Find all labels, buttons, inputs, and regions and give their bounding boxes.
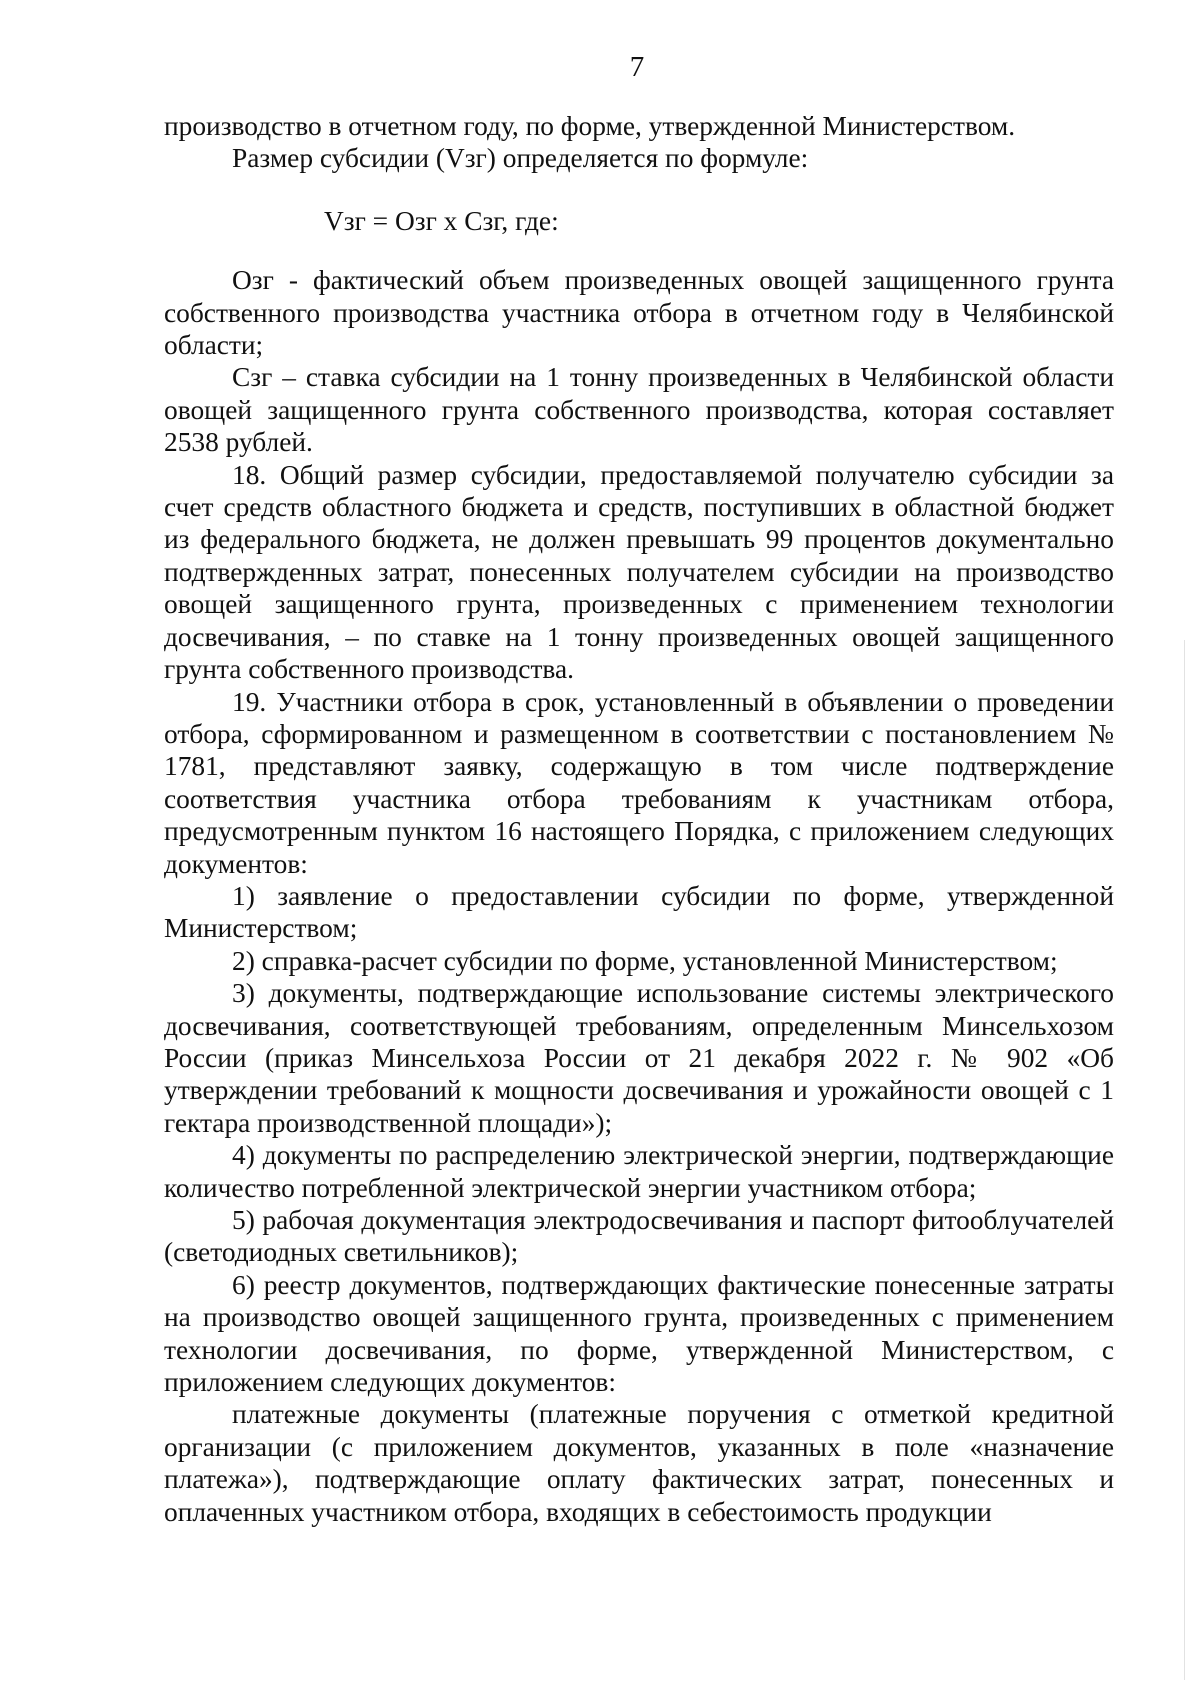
list-item-2: 2) справка-расчет субсидии по форме, установленной Министерством; [232, 945, 1058, 976]
list-item-4: 4) документы по распределению электрической энергии, подтверждающие количество потребленной электрической энергии участником отбора; [164, 1140, 1114, 1203]
paragraph-definition-ozg: Озг - фактический объем произведенных овощей защищенного грунта собственного производства участника отбора в отчетном году в Челябинской области; [164, 265, 1114, 361]
list-item-1: 1) заявление о предоставлении субсидии по форме, утвержденной Министерством; [164, 880, 1114, 944]
scan-edge-line [1184, 640, 1185, 1680]
paragraph-definition-szg: Сзг – ставка субсидии на 1 тонну произведенных в Челябинской области овощей защищенного грунта собственного производства, которая составляет 2538 рублей. [164, 362, 1114, 458]
paragraph-formula-intro: Размер субсидии (Vзг) определяется по формуле: [232, 143, 809, 174]
document-body [164, 110, 1114, 1528]
paragraph-item-19: 19. Участники отбора в срок, установленный в объявлении о проведении отбора, сформированном и размещенном в соответствии с постановлением № 1781, представляют заявку, содержащую в том числе подтверждение соответствия участника отбора требованиям к участникам отбора, предусмотренным пунктом 16 настоящего Порядка, с приложением следующих документов: [164, 686, 1114, 879]
page-number: 7 [629, 51, 645, 83]
formula-line: Vзг = Озг х Сзг, где: [324, 205, 559, 236]
paragraph-payment-documents: платежные документы (платежные поручения с отметкой кредитной организации (с приложением документов, указанных в поле «назначение платежа»), подтверждающие оплату фактических затрат, понесенных и оплаченных участником отбора, входящих в себестоимость продукции [164, 1399, 1114, 1527]
paragraph-item-18: 18. Общий размер субсидии, предоставляемой получателю субсидии за счет средств областного бюджета и средств, поступивших в областной бюджет из федерального бюджета, не должен превышать 99 процентов документально подтвержденных затрат, понесенных получателем субсидии на производство овощей защищенного грунта, произведенных с применением технологии досвечивания, – по ставке на 1 тонну произведенных овощей защищенного грунта собственного производства. [164, 459, 1114, 685]
list-item-5: 5) рабочая документация электродосвечивания и паспорт фитооблучателей (светодиодных светильников); [164, 1205, 1114, 1268]
list-item-6: 6) реестр документов, подтверждающих фактические понесенные затраты на производство овощей защищенного грунта, произведенных с применением технологии досвечивания, по форме, утвержденной Министерством, с приложением следующих документов: [164, 1269, 1114, 1398]
paragraph-continuation: производство в отчетном году, по форме, утвержденной Министерством. [164, 111, 1016, 141]
list-item-3: 3) документы, подтверждающие использование системы электрического досвечивания, соответствующей требованиям, определенным Минсельхозом России (приказ Минсельхоза России от 21 декабря 2022 г. № 902 «Об утверждении требований к мощности досвечивания и урожайности овощей с 1 гектара производственной площади»); [164, 978, 1114, 1138]
